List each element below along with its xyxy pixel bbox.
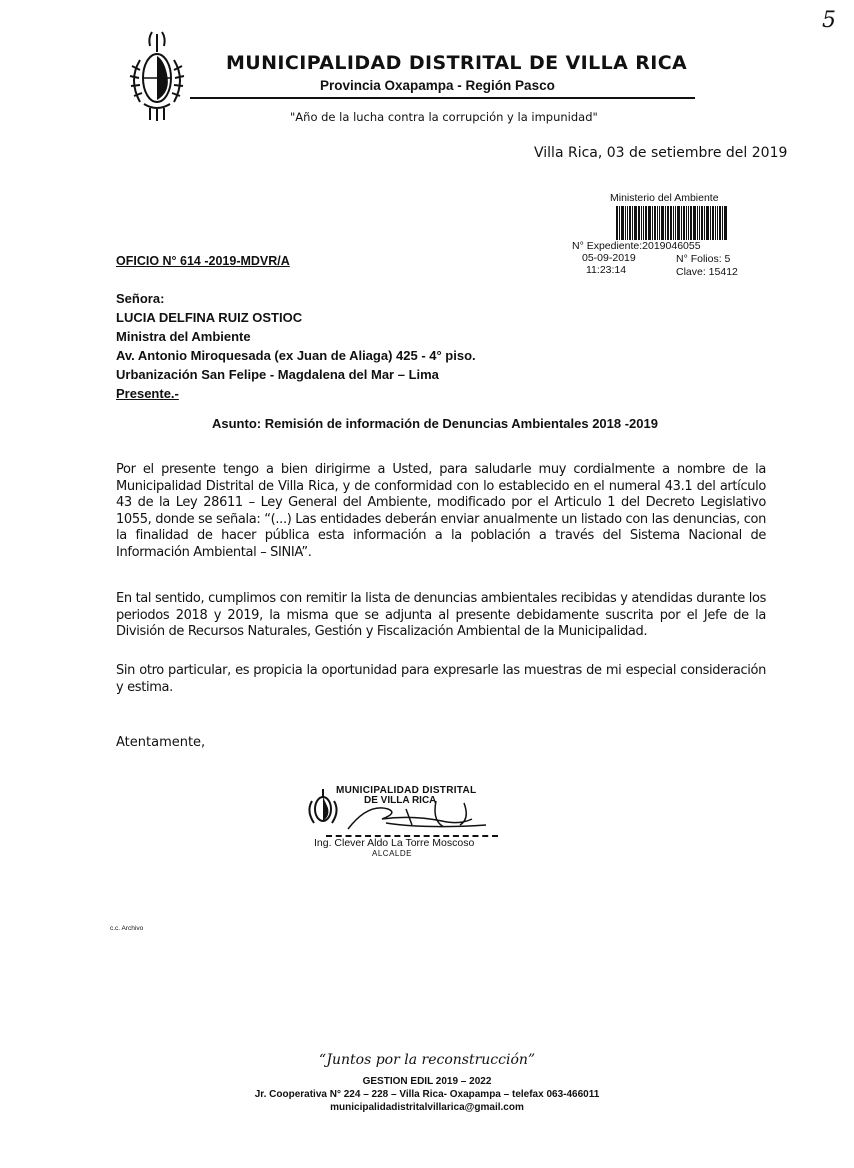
address-line-2: Urbanización San Felipe - Magdalena del Mar – Lima (116, 367, 439, 382)
barcode-bar (675, 206, 676, 240)
stamp-date: 05-09-2019 (582, 252, 636, 264)
barcode-bar (652, 206, 653, 240)
seal-crest-icon (308, 787, 338, 827)
barcode-bar (717, 206, 718, 240)
barcode-bar (641, 206, 642, 240)
seal-line-1: MUNICIPALIDAD DISTRITAL (336, 785, 477, 796)
addressee-name: LUCIA DELFINA RUIZ OSTIOC (116, 310, 303, 325)
oficio-number: OFICIO N° 614 -2019-MDVR/A (116, 254, 290, 268)
barcode-bar (704, 206, 705, 240)
signer-name: Ing. Clever Aldo La Torre Moscoso (314, 837, 475, 849)
signature-block (306, 785, 506, 865)
barcode-bar (634, 206, 637, 240)
stamp-folios: N° Folios: 5 (676, 253, 731, 265)
barcode-bar (693, 206, 696, 240)
barcode-bar (645, 206, 647, 240)
stamp-ministry: Ministerio del Ambiente (610, 192, 719, 204)
barcode-bar (715, 206, 716, 240)
year-motto: "Año de la lucha contra la corrupción y la impunidad" (290, 110, 598, 124)
date-line: Villa Rica, 03 de setiembre del 2019 (534, 145, 788, 161)
header-divider (190, 97, 695, 99)
barcode-bar (683, 206, 685, 240)
barcode-bar (670, 206, 672, 240)
barcode-bar (638, 206, 640, 240)
municipal-crest-logo (122, 30, 192, 122)
barcode-bar (701, 206, 703, 240)
barcode-bar (677, 206, 680, 240)
barcode-bar (654, 206, 656, 240)
barcode-bar (648, 206, 651, 240)
address-line-1: Av. Antonio Miroquesada (ex Juan de Aliaga) 425 - 4° piso. (116, 348, 476, 363)
barcode-bar (710, 206, 711, 240)
presente: Presente.- (116, 386, 179, 401)
reception-stamp (560, 190, 780, 285)
barcode-bar (688, 206, 689, 240)
barcode-bar (661, 206, 664, 240)
body-paragraph-2: En tal sentido, cumplimos con remitir la lista de denuncias ambientales recibidas y atendidas durante los periodos 2018 y 2019, la misma que se adjunta al presente debidamente suscrita por el Jefe de la División de Recursos Naturales, Gestión y Fiscalización Ambiental de la Municipalidad. (116, 591, 766, 639)
body-paragraph-1: Por el presente tengo a bien dirigirme a Usted, para saludarle muy cordialmente a nombre de la Municipalidad Distrital de Villa Rica, y de conformidad con lo establecido en el numeral 43.1 del artículo 43 de la Ley 28611 – Ley General del Ambiente, modificado por el Articulo 1 del Decreto Legislativo 1055, donde se señala: “(...) Las entidades deberán enviar anualmente un listado con las denuncias, con la finalidad de hacer pública esta información a la población a través del Sistema Nacional de Información Ambiental – SINIA”. (116, 462, 766, 560)
barcode-icon (616, 206, 756, 240)
barcode-bar (616, 206, 618, 240)
closing: Atentamente, (116, 735, 206, 750)
page-number: 5 (822, 8, 836, 33)
body-paragraph-3: Sin otro particular, es propicia la oportunidad para expresarle las muestras de mi especial consideración y estima. (116, 663, 766, 695)
footer-slogan: “Juntos por la reconstrucción” (318, 1052, 536, 1068)
barcode-bar (690, 206, 692, 240)
barcode-bar (722, 206, 723, 240)
barcode-bar (621, 206, 624, 240)
header-subtitle: Provincia Oxapampa - Región Pasco (320, 78, 555, 93)
stamp-clave: Clave: 15412 (676, 266, 738, 278)
barcode-bar (657, 206, 658, 240)
barcode-bar (673, 206, 674, 240)
barcode-bar (632, 206, 633, 240)
barcode-bar (667, 206, 669, 240)
barcode-bar (697, 206, 698, 240)
barcode-bar (699, 206, 700, 240)
salutation: Señora: (116, 291, 165, 306)
barcode-bar (627, 206, 628, 240)
stamp-expediente: N° Expediente:2019046055 (572, 240, 701, 252)
addressee-block (116, 289, 476, 403)
footer-address: Jr. Cooperativa N° 224 – 228 – Villa Rica- Oxapampa – telefax 063-466011 (254, 1089, 600, 1100)
cc-archivo: c.c. Archivo (110, 925, 144, 932)
footer-gestion: GESTION EDIL 2019 – 2022 (362, 1076, 492, 1087)
barcode-bar (665, 206, 666, 240)
barcode-bar (643, 206, 644, 240)
header-title: MUNICIPALIDAD DISTRITAL DE VILLA RICA (226, 52, 688, 74)
barcode-bar (712, 206, 714, 240)
signer-title: ALCALDE (372, 849, 412, 858)
handwritten-signature (346, 799, 496, 835)
barcode-bar (681, 206, 682, 240)
barcode-bar (686, 206, 687, 240)
barcode-bar (719, 206, 721, 240)
barcode-bar (706, 206, 709, 240)
barcode-bar (724, 206, 727, 240)
subject-line: Asunto: Remisión de información de Denuncias Ambientales 2018 -2019 (212, 416, 658, 431)
seal-line-2: DE VILLA RICA (364, 795, 437, 806)
barcode-bar (659, 206, 660, 240)
barcode-bar (629, 206, 631, 240)
barcode-bar (625, 206, 626, 240)
barcode-bar (619, 206, 620, 240)
footer-email: municipalidadistritalvillarica@gmail.com (330, 1102, 524, 1113)
stamp-time: 11:23:14 (586, 264, 627, 276)
addressee-position: Ministra del Ambiente (116, 329, 251, 344)
